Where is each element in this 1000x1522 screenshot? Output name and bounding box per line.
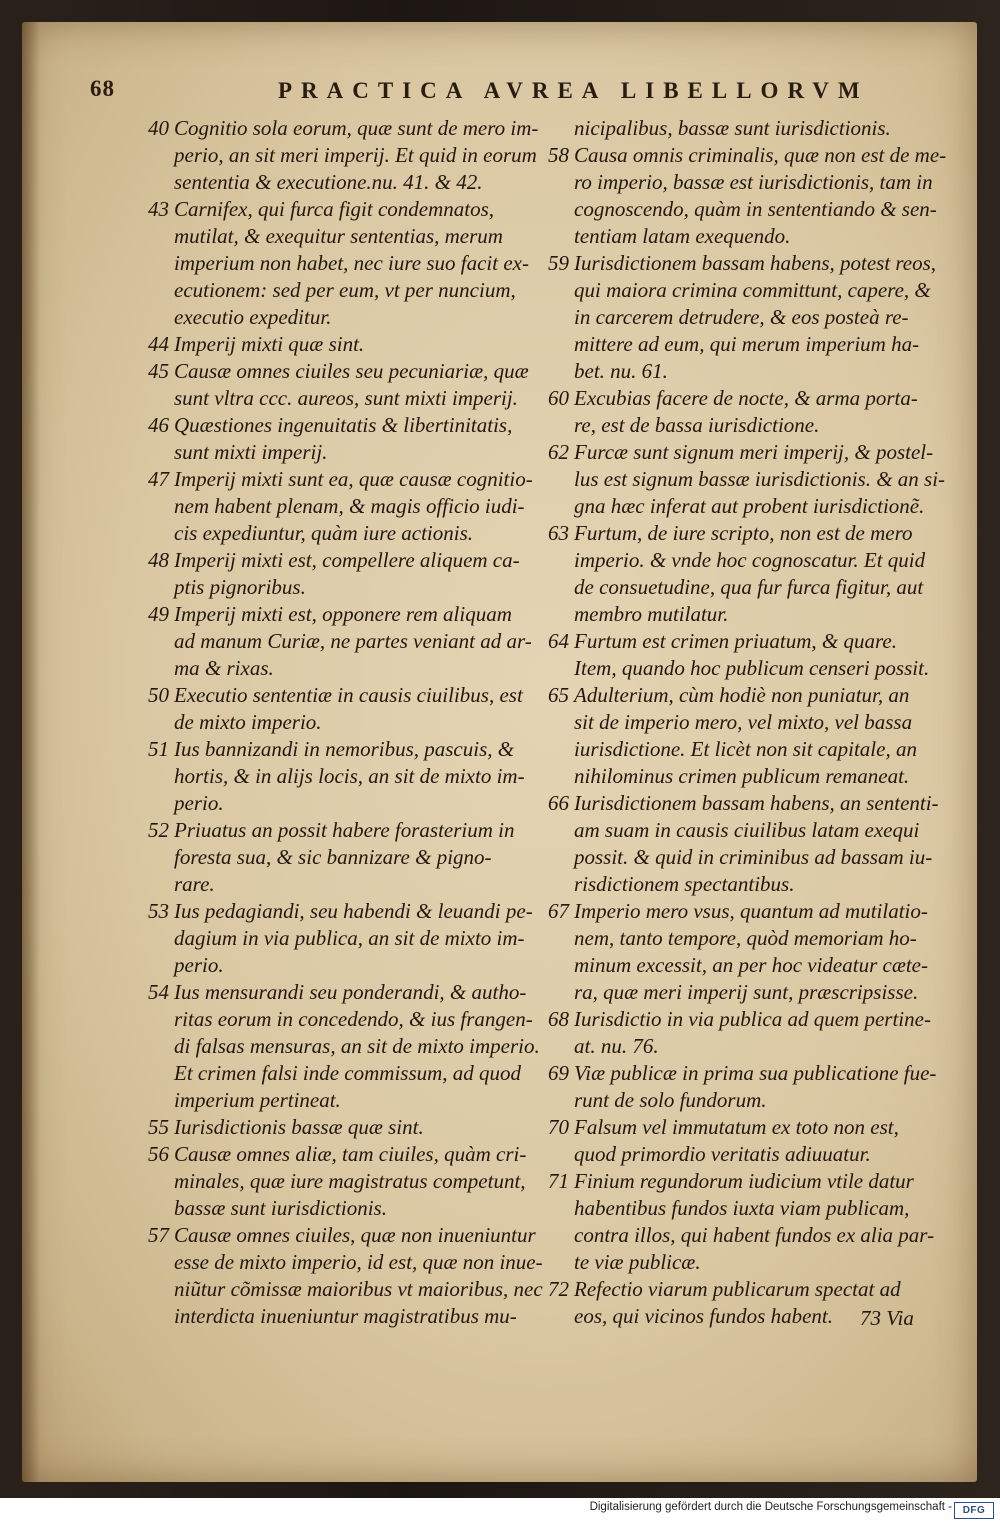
footer-bar (0, 1498, 1000, 1522)
entry-line: minales, quæ iure magistratus competunt, (174, 1169, 526, 1193)
entry-line: Furtum, de iure scripto, non est de mero (574, 521, 913, 545)
index-entry (548, 142, 947, 250)
entry-line: membro mutilatur. (574, 602, 729, 626)
entry-number: 72 (548, 1277, 569, 1301)
right-column (548, 115, 947, 1330)
continuation-text (548, 115, 938, 142)
entry-number: 62 (548, 440, 569, 464)
page-header (90, 58, 930, 103)
entry-line: sunt mixti imperij. (174, 440, 328, 464)
index-entry (148, 1141, 548, 1222)
index-entry (548, 1006, 938, 1060)
entry-line: am suam in causis ciuilibus latam exequi (574, 818, 920, 842)
entry-number: 50 (148, 683, 169, 707)
entry-line: dagium in via publica, an sit de mixto im- (174, 926, 525, 950)
entry-number: 59 (548, 251, 569, 275)
entry-line: Ius mensurandi seu ponderandi, & autho- (174, 980, 527, 1004)
entry-line: mittere ad eum, qui merum imperium ha- (574, 332, 920, 356)
entry-number: 64 (548, 629, 569, 653)
entry-line: gna hæc inferat aut probent iurisdictionẽ. (574, 494, 925, 518)
entry-line: imperium pertineat. (174, 1088, 341, 1112)
entry-line: Imperij mixti quæ sint. (174, 332, 365, 356)
dfg-logo: DFG (954, 1502, 994, 1519)
index-entry (548, 790, 938, 898)
entry-line: Et crimen falsi inde commissum, ad quod (174, 1061, 522, 1085)
entry-line: habentibus fundos iuxta viam publicam, (574, 1196, 910, 1220)
entry-line: mutilat, & exequitur sententias, merum (174, 224, 503, 248)
index-entry (148, 682, 548, 736)
catchword: 73 Via (860, 1306, 914, 1330)
index-entry (548, 250, 938, 385)
running-title: PRACTICA AVREA LIBELLORVM (278, 78, 869, 103)
entry-line: Causæ omnes ciuiles seu pecuniariæ, quæ (174, 359, 529, 383)
entry-line: bet. nu. 61. (574, 359, 668, 383)
entry-line: Causa omnis criminalis, quæ non est de me- (574, 143, 947, 167)
entry-line: Furcæ sunt signum meri imperij, & postel- (574, 440, 934, 464)
index-entry (148, 817, 548, 898)
entry-line: Imperio mero vsus, quantum ad mutilatio- (574, 899, 928, 923)
index-entry (548, 682, 938, 790)
entry-line: Iurisdictionem bassam habens, potest reos, (574, 251, 937, 275)
index-entry (548, 520, 938, 628)
entry-number: 48 (148, 548, 169, 572)
entry-line: sit de imperio mero, vel mixto, vel bassa (574, 710, 913, 734)
entry-number: 69 (548, 1061, 569, 1085)
entry-line: cis expediuntur, quàm iure actionis. (174, 521, 474, 545)
left-column (148, 115, 548, 1330)
entry-line: Ius bannizandi in nemoribus, pascuis, & (174, 737, 515, 761)
index-entry (148, 898, 548, 979)
index-entry (148, 466, 548, 547)
entry-number: 51 (148, 737, 169, 761)
entry-number: 44 (148, 332, 169, 356)
entry-line: at. nu. 76. (574, 1034, 659, 1058)
entry-line: Falsum vel immutatum ex toto non est, (574, 1115, 899, 1139)
entry-line: ecutionem: sed per eum, vt per nuncium, (174, 278, 516, 302)
entry-line: rare. (174, 872, 215, 896)
entry-number: 55 (148, 1115, 169, 1139)
entry-line: hortis, & in alijs locis, an sit de mixto im- (174, 764, 525, 788)
entry-number: 60 (548, 386, 569, 410)
entry-number: 52 (148, 818, 169, 842)
entry-number: 63 (548, 521, 569, 545)
entry-line: foresta sua, & sic bannizare & pigno- (174, 845, 492, 869)
entry-number: 65 (548, 683, 569, 707)
entry-line: iurisdictione. Et licèt non sit capitale, an (574, 737, 917, 761)
index-entry (148, 601, 548, 682)
entry-line: Causæ omnes ciuiles, quæ non inueniuntur (174, 1223, 536, 1247)
entry-line: possit. & quid in criminibus ad bassam iu- (574, 845, 933, 869)
entry-line: in carcerem detrudere, & eos posteà re- (574, 305, 909, 329)
index-entry (148, 1222, 548, 1330)
entry-number: 47 (148, 467, 169, 491)
entry-line: re, est de bassa iurisdictione. (574, 413, 820, 437)
entry-line: Imperij mixti est, compellere aliquem ca- (174, 548, 520, 572)
entry-line: esse de mixto imperio, id est, quæ non inue- (174, 1250, 543, 1274)
index-entry (148, 736, 548, 817)
entry-line: Quæstiones ingenuitatis & libertinitatis, (174, 413, 513, 437)
entry-line: ritas eorum in concedendo, & ius frangen- (174, 1007, 533, 1031)
entry-line: de consuetudine, qua fur furca figitur, aut (574, 575, 924, 599)
index-entry (148, 547, 548, 601)
entry-number: 66 (548, 791, 569, 815)
entry-line: Imperij mixti sunt ea, quæ causæ cognitio- (174, 467, 533, 491)
entry-number: 56 (148, 1142, 169, 1166)
entry-line: contra illos, qui habent fundos ex alia par- (574, 1223, 935, 1247)
entry-line: Refectio viarum publicarum spectat ad (574, 1277, 901, 1301)
entry-line: quod primordio veritatis adiuuatur. (574, 1142, 871, 1166)
entry-number: 45 (148, 359, 169, 383)
index-entry (148, 979, 548, 1114)
entry-line: Ius pedagiandi, seu habendi & leuandi pe- (174, 899, 533, 923)
entry-line: Iurisdictionis bassæ quæ sint. (174, 1115, 424, 1139)
entry-line: ro imperio, bassæ est iurisdictionis, tam in (574, 170, 933, 194)
entry-line: Cognitio sola eorum, quæ sunt de mero im- (174, 116, 539, 140)
continuation-line: nicipalibus, bassæ sunt iurisdictionis. (574, 116, 891, 140)
entry-number: 71 (548, 1169, 569, 1193)
entry-line: Imperij mixti est, opponere rem aliquam (174, 602, 512, 626)
entry-number: 46 (148, 413, 169, 437)
entry-line: ma & rixas. (174, 656, 274, 680)
entry-number: 40 (148, 116, 169, 140)
entry-line: Carnifex, qui furca figit condemnatos, (174, 197, 495, 221)
entry-line: Excubias facere de nocte, & arma porta- (574, 386, 918, 410)
entry-line: eos, qui vicinos fundos habent. (574, 1304, 833, 1328)
index-entry (148, 331, 548, 358)
entry-line: perio. (174, 953, 224, 977)
index-entry (148, 412, 548, 466)
entry-number: 70 (548, 1115, 569, 1139)
entry-line: Finium regundorum iudicium vtile datur (574, 1169, 914, 1193)
entry-line: Furtum est crimen priuatum, & quare. (574, 629, 897, 653)
entry-line: Viæ publicæ in prima sua publicatione fue- (574, 1061, 937, 1085)
entry-number: 54 (148, 980, 169, 1004)
entry-line: Priuatus an possit habere forasterium in (174, 818, 515, 842)
entry-number: 57 (148, 1223, 169, 1247)
entry-line: sunt vltra ccc. aureos, sunt mixti imperij. (174, 386, 518, 410)
entry-line: Iurisdictionem bassam habens, an sententi- (574, 791, 939, 815)
entry-line: bassæ sunt iurisdictionis. (174, 1196, 387, 1220)
entry-line: te viæ publicæ. (574, 1250, 701, 1274)
index-entry (548, 898, 938, 1006)
entry-line: niũtur cõmissæ maioribus vt maioribus, nec (174, 1277, 543, 1301)
index-entry (148, 196, 548, 331)
entry-line: perio. (174, 791, 224, 815)
entry-line: Executio sententiæ in causis ciuilibus, est (174, 683, 523, 707)
entry-line: nem habent plenam, & magis officio iudi- (174, 494, 525, 518)
entry-line: minum excessit, an per hoc videatur cæte- (574, 953, 928, 977)
entry-line: lus est signum bassæ iurisdictionis. & an si- (574, 467, 946, 491)
entry-number: 67 (548, 899, 569, 923)
entry-line: nihilominus crimen publicum remaneat. (574, 764, 910, 788)
page-number: 68 (90, 76, 115, 101)
entry-line: ra, quæ meri imperij sunt, præscripsisse. (574, 980, 919, 1004)
entry-line: Iurisdictio in via publica ad quem pertine- (574, 1007, 931, 1031)
index-entry (548, 1168, 938, 1276)
entry-line: tentiam latam exequendo. (574, 224, 791, 248)
index-entry (548, 385, 938, 439)
entry-number: 43 (148, 197, 169, 221)
entry-line: cognoscendo, quàm in sententiando & sen- (574, 197, 937, 221)
entry-line: nem, tanto tempore, quòd memoriam ho- (574, 926, 917, 950)
entry-number: 49 (148, 602, 169, 626)
index-entry (148, 1114, 548, 1141)
entry-number: 53 (148, 899, 169, 923)
entry-line: imperio. & vnde hoc cognoscatur. Et quid (574, 548, 926, 572)
entry-line: Causæ omnes aliæ, tam ciuiles, quàm cri- (174, 1142, 527, 1166)
footer-credit: Digitalisierung gefördert durch die Deutsche Forschungsgemeinschaft - (589, 1501, 952, 1513)
index-entry (548, 1114, 938, 1168)
entry-line: Adulterium, cùm hodiè non puniatur, an (574, 683, 910, 707)
index-entry (148, 115, 548, 196)
entry-line: di falsas mensuras, an sit de mixto imperio. (174, 1034, 540, 1058)
entry-number: 68 (548, 1007, 569, 1031)
entry-line: ad manum Curiæ, ne partes veniant ad ar- (174, 629, 532, 653)
entry-line: de mixto imperio. (174, 710, 322, 734)
entry-line: sententia & executione.nu. 41. & 42. (174, 170, 483, 194)
index-entry (548, 439, 946, 520)
index-entry (148, 358, 548, 412)
entry-line: Item, quando hoc publicum censeri possit. (574, 656, 930, 680)
entry-line: interdicta inueniuntur magistratibus mu- (174, 1304, 517, 1328)
entry-line: executio expeditur. (174, 305, 332, 329)
entry-line: ptis pignoribus. (174, 575, 306, 599)
index-entry (548, 628, 938, 682)
entry-line: qui maiora crimina committunt, capere, & (574, 278, 931, 302)
entry-line: imperium non habet, nec iure suo facit ex- (174, 251, 529, 275)
entry-line: risdictionem spectantibus. (574, 872, 795, 896)
entry-line: perio, an sit meri imperij. Et quid in eorum (174, 143, 537, 167)
entry-line: runt de solo fundorum. (574, 1088, 767, 1112)
entry-number: 58 (548, 143, 569, 167)
index-entry (548, 1060, 938, 1114)
